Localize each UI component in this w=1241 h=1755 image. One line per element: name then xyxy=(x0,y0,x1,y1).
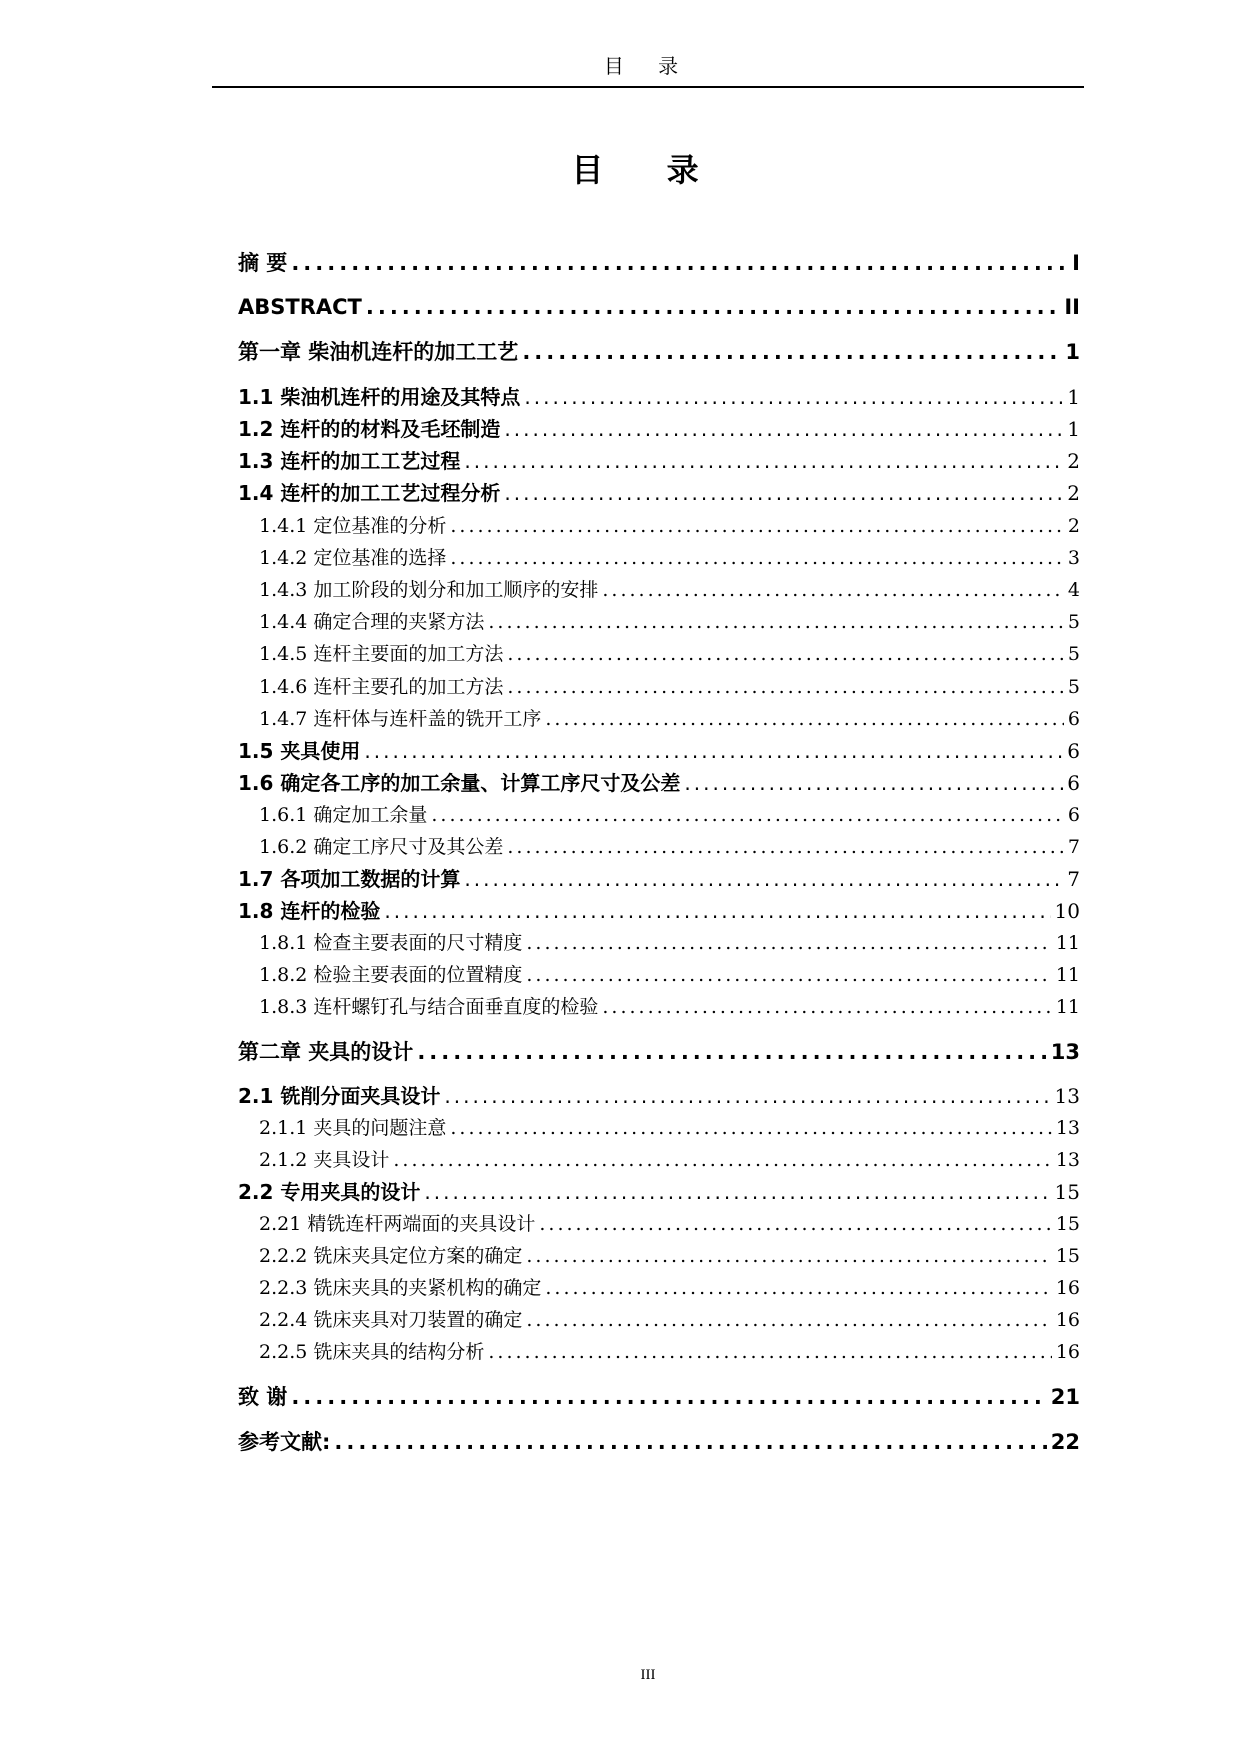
toc-entry-page: 15 xyxy=(1054,1180,1080,1204)
toc-entry-page: 10 xyxy=(1054,899,1080,923)
toc-entry-page: 11 xyxy=(1055,932,1080,954)
toc-entry[interactable] xyxy=(238,866,1080,892)
toc-leader-dots xyxy=(464,448,1063,474)
toc-entry-label: 1.4.6 连杆主要孔的加工方法 xyxy=(259,676,504,698)
toc-entry[interactable] xyxy=(259,1307,1080,1333)
toc-entry[interactable] xyxy=(238,770,1080,796)
toc-leader-dots xyxy=(464,866,1063,892)
toc-entry-label: 1.1 柴油机连杆的用途及其特点 xyxy=(238,385,521,409)
toc-leader-dots xyxy=(545,1275,1051,1301)
toc-entry-label: 1.5 夹具使用 xyxy=(238,739,361,763)
toc-entry[interactable] xyxy=(259,1275,1080,1301)
toc-entry-label: 第一章 柴油机连杆的加工工艺 xyxy=(238,340,519,364)
toc-entry-page: 15 xyxy=(1055,1245,1080,1267)
toc-leader-dots xyxy=(526,930,1051,956)
toc-entry-page: 16 xyxy=(1055,1309,1080,1331)
toc-entry-label: 1.6.2 确定工序尺寸及其公差 xyxy=(259,836,504,858)
toc-entry[interactable] xyxy=(238,294,1080,320)
toc-entry-label: 2.2.3 铣床夹具的夹紧机构的确定 xyxy=(259,1277,542,1299)
toc-leader-dots xyxy=(450,513,1064,539)
toc-entry-page: 1 xyxy=(1065,340,1080,364)
toc-entry[interactable] xyxy=(259,706,1080,732)
toc-entry-page: 6 xyxy=(1067,771,1080,795)
toc-entry-label: 1.8 连杆的检验 xyxy=(238,899,381,923)
toc-entry-page: 11 xyxy=(1055,996,1080,1018)
toc-entry-label: 2.2.2 铣床夹具定位方案的确定 xyxy=(259,1245,523,1267)
toc-entry-page: 13 xyxy=(1055,1149,1080,1171)
toc-leader-dots xyxy=(526,1243,1051,1269)
toc-entry-page: 6 xyxy=(1067,739,1080,763)
toc-entry-page: 5 xyxy=(1067,611,1080,633)
toc-entry[interactable] xyxy=(238,1429,1080,1455)
toc-entry-label: 摘 要 xyxy=(238,251,288,275)
toc-entry-page: I xyxy=(1072,251,1080,275)
toc-entry[interactable] xyxy=(259,1339,1080,1365)
toc-entry-label: 参考文献: xyxy=(238,1430,331,1454)
toc-entry[interactable] xyxy=(259,802,1080,828)
toc-entry-page: II xyxy=(1064,295,1080,319)
toc-entry-page: 3 xyxy=(1067,547,1080,569)
toc-entry-label: 1.4.3 加工阶段的划分和加工顺序的安排 xyxy=(259,579,599,601)
toc-entry[interactable] xyxy=(259,1211,1080,1237)
toc-entry[interactable] xyxy=(238,480,1080,506)
toc-entry[interactable] xyxy=(238,738,1080,764)
toc-entry[interactable] xyxy=(238,898,1080,924)
toc-leader-dots xyxy=(488,1339,1051,1365)
toc-entry-label: 2.1.1 夹具的问题注意 xyxy=(259,1117,447,1139)
toc-entry-label: 1.7 各项加工数据的计算 xyxy=(238,867,461,891)
toc-leader-dots xyxy=(444,1083,1050,1109)
toc-entry-page: 2 xyxy=(1067,481,1080,505)
toc-entry[interactable] xyxy=(238,250,1080,276)
toc-entry-label: 2.2 专用夹具的设计 xyxy=(238,1180,421,1204)
toc-leader-dots xyxy=(450,545,1064,571)
toc-entry-label: 1.8.1 检查主要表面的尺寸精度 xyxy=(259,932,523,954)
toc-entry[interactable] xyxy=(259,674,1080,700)
toc-leader-dots xyxy=(602,994,1051,1020)
toc-leader-dots xyxy=(504,480,1063,506)
toc-entry[interactable] xyxy=(259,1115,1080,1141)
toc-entry-label: 1.8.2 检验主要表面的位置精度 xyxy=(259,964,523,986)
toc-entry-page: 5 xyxy=(1067,676,1080,698)
toc-entry-page: 7 xyxy=(1067,867,1080,891)
toc-entry-page: 5 xyxy=(1067,643,1080,665)
toc-entry-label: 第二章 夹具的设计 xyxy=(238,1040,414,1064)
toc-leader-dots xyxy=(539,1211,1051,1237)
toc-entry[interactable] xyxy=(259,994,1080,1020)
toc-entry-label: 1.6.1 确定加工余量 xyxy=(259,804,428,826)
toc-leader-dots xyxy=(450,1115,1051,1141)
toc-entry[interactable] xyxy=(259,834,1080,860)
toc-leader-dots xyxy=(507,834,1064,860)
toc-entry-page: 2 xyxy=(1067,449,1080,473)
toc-entry-page: 4 xyxy=(1067,579,1080,601)
toc-leader-dots xyxy=(393,1147,1051,1173)
toc-entry-page: 7 xyxy=(1067,836,1080,858)
toc-entry[interactable] xyxy=(259,1147,1080,1173)
toc-leader-dots xyxy=(545,706,1064,732)
toc-entry-page: 22 xyxy=(1050,1430,1080,1454)
toc-entry-label: 1.4 连杆的加工工艺过程分析 xyxy=(238,481,501,505)
toc-entry-label: 致 谢 xyxy=(238,1385,288,1409)
toc-entry[interactable] xyxy=(238,448,1080,474)
toc-entry[interactable] xyxy=(259,962,1080,988)
toc-leader-dots xyxy=(291,250,1068,276)
toc-entry[interactable] xyxy=(238,339,1080,365)
toc-entry[interactable] xyxy=(238,416,1080,442)
toc-entry-label: 1.4.2 定位基准的选择 xyxy=(259,547,447,569)
toc-entry-page: 6 xyxy=(1067,804,1080,826)
toc-leader-dots xyxy=(524,384,1063,410)
toc-entry[interactable] xyxy=(259,545,1080,571)
toc-entry-label: 1.8.3 连杆螺钉孔与结合面垂直度的检验 xyxy=(259,996,599,1018)
toc-leader-dots xyxy=(364,738,1063,764)
toc-leader-dots xyxy=(291,1384,1046,1410)
toc-entry-label: 2.21 精铣连杆两端面的夹具设计 xyxy=(259,1213,536,1235)
toc-entry-label: 2.1 铣削分面夹具设计 xyxy=(238,1084,441,1108)
toc-entry[interactable] xyxy=(259,609,1080,635)
toc-entry-label: ABSTRACT xyxy=(238,295,362,319)
toc-entry[interactable] xyxy=(259,513,1080,539)
toc-entry-page: 6 xyxy=(1067,708,1080,730)
toc-entry-label: 1.4.5 连杆主要面的加工方法 xyxy=(259,643,504,665)
toc-entry[interactable] xyxy=(238,1179,1080,1205)
toc-leader-dots xyxy=(684,770,1063,796)
toc-leader-dots xyxy=(526,962,1051,988)
toc-leader-dots xyxy=(334,1429,1046,1455)
toc-entry-page: 1 xyxy=(1067,385,1080,409)
running-header: 目 录 xyxy=(603,54,693,78)
toc-entry[interactable] xyxy=(238,1039,1080,1065)
toc-entry-label: 1.3 连杆的加工工艺过程 xyxy=(238,449,461,473)
toc-leader-dots xyxy=(507,674,1064,700)
toc-entry-label: 1.2 连杆的的材料及毛坯制造 xyxy=(238,417,501,441)
page-number: III xyxy=(640,1667,656,1683)
toc-entry-page: 2 xyxy=(1067,515,1080,537)
toc-leader-dots xyxy=(431,802,1064,828)
toc-entry-page: 13 xyxy=(1055,1117,1080,1139)
toc-entry-page: 16 xyxy=(1055,1341,1080,1363)
toc-entry[interactable] xyxy=(259,641,1080,667)
toc-entry-label: 1.4.4 确定合理的夹紧方法 xyxy=(259,611,485,633)
toc-entry-label: 2.2.5 铣床夹具的结构分析 xyxy=(259,1341,485,1363)
toc-entry-label: 1.4.1 定位基准的分析 xyxy=(259,515,447,537)
toc-leader-dots xyxy=(522,339,1061,365)
toc-entry-label: 2.1.2 夹具设计 xyxy=(259,1149,390,1171)
toc-entry-page: 21 xyxy=(1050,1385,1080,1409)
toc-leader-dots xyxy=(507,641,1064,667)
toc-entry-label: 2.2.4 铣床夹具对刀装置的确定 xyxy=(259,1309,523,1331)
toc-entry[interactable] xyxy=(238,1083,1080,1109)
toc-entry[interactable] xyxy=(238,384,1080,410)
toc-entry-page: 16 xyxy=(1055,1277,1080,1299)
toc-entry[interactable] xyxy=(259,1243,1080,1269)
toc-entry-page: 15 xyxy=(1055,1213,1080,1235)
toc-entry-page: 11 xyxy=(1055,964,1080,986)
toc-entry-label: 1.4.7 连杆体与连杆盖的铣开工序 xyxy=(259,708,542,730)
toc-entry-label: 1.6 确定各工序的加工余量、计算工序尺寸及公差 xyxy=(238,771,681,795)
toc-leader-dots xyxy=(602,577,1064,603)
toc-entry[interactable] xyxy=(259,577,1080,603)
toc-leader-dots xyxy=(366,294,1060,320)
toc-entry[interactable] xyxy=(238,1384,1080,1410)
toc-leader-dots xyxy=(526,1307,1051,1333)
toc-leader-dots xyxy=(424,1179,1050,1205)
toc-entry-page: 13 xyxy=(1054,1084,1080,1108)
page-title: 目 录 xyxy=(571,151,725,189)
toc-leader-dots xyxy=(504,416,1063,442)
toc-entry-page: 13 xyxy=(1050,1040,1080,1064)
toc-leader-dots xyxy=(417,1039,1046,1065)
toc-entry-page: 1 xyxy=(1067,417,1080,441)
toc-leader-dots xyxy=(384,898,1050,924)
toc-entry[interactable] xyxy=(259,930,1080,956)
toc-leader-dots xyxy=(488,609,1064,635)
